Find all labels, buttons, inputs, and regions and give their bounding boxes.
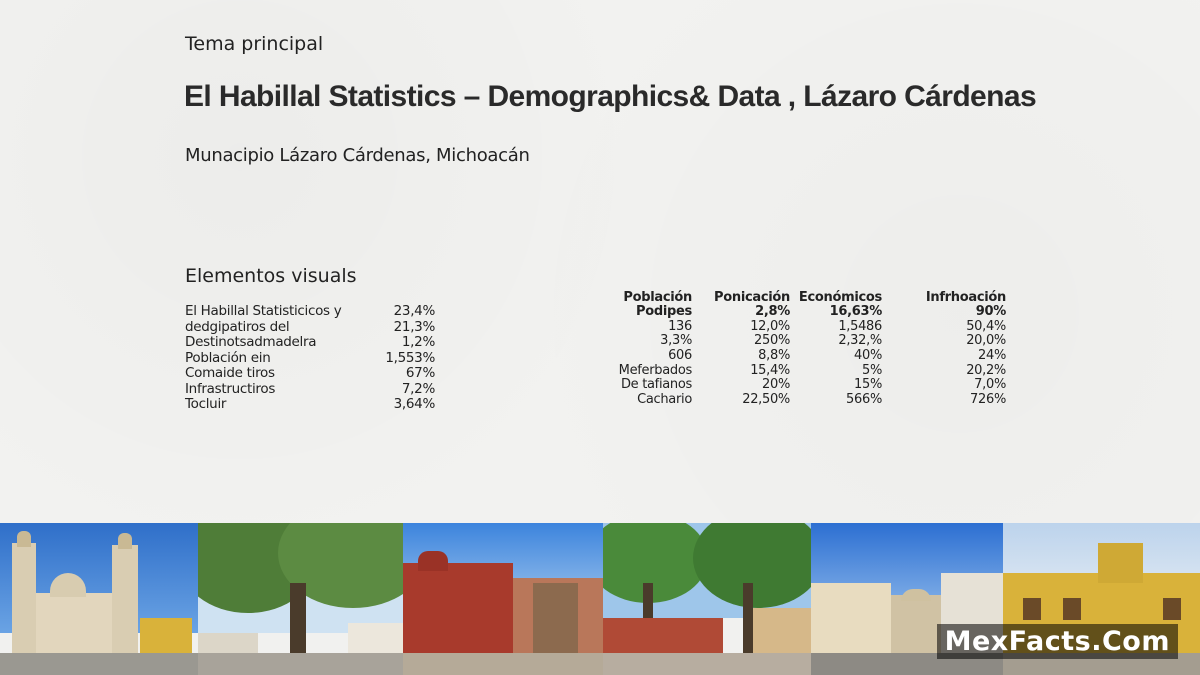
list-item-value: 1,553% [385,349,435,366]
table-cell: Podipes [636,304,692,319]
table-cell: 15% [854,377,882,393]
list-item [185,335,435,351]
list-item-value: 1,2% [401,334,435,350]
tree-street-photo [603,523,811,675]
table-cell: 8,8% [758,348,790,364]
photo-strip [0,523,1200,675]
page-title: El Habillal Statistics – Demographics& Data , Lázaro Cárdenas [184,80,1037,113]
list-item [185,397,435,413]
table-row [600,349,1010,364]
table-cell: 20,0% [966,333,1006,349]
list-item [185,366,435,382]
table-cell: 90% [975,304,1006,319]
table-cell: Cachario [637,392,692,408]
list-item-value: 3,64% [393,396,435,412]
table-row [600,364,1010,379]
tree-plaza-photo [198,523,403,675]
table-cell: 50,4% [966,318,1006,334]
kicker-text: Tema principal [185,33,324,55]
stats-table [600,290,1010,408]
list-item-label: Población ein [185,349,271,366]
list-item-label: Tocluir [185,396,227,412]
table-cell: Meferbados [618,362,692,378]
table-cell: De tafianos [620,377,692,393]
table-cell: 2,32,% [838,333,882,349]
table-header-row [600,290,1010,305]
table-cell: 250% [754,333,790,349]
page-subtitle: Munacipio Lázaro Cárdenas, Michoacán [185,145,530,166]
table-cell: 12,0% [750,318,790,334]
list-item-label: Infrastructiros [185,380,276,397]
list-item-label: Comaide tiros [185,365,275,381]
watermark-logo: MexFacts.Com [937,624,1178,659]
table-cell: 16,63% [829,304,882,319]
list-item-value: 67% [405,365,435,381]
table-header-cell: Infrhoación [925,290,1006,305]
table-cell: 24% [978,348,1006,364]
table-cell: 2,8% [755,304,790,319]
table-cell: 1,5486 [838,318,882,334]
table-row [600,393,1010,408]
table-cell: 15,4% [750,362,790,378]
section-title: Elementos visuals [185,265,357,287]
table-row [600,378,1010,393]
table-header-cell: Población [623,290,692,305]
table-cell: 3,3% [660,333,692,349]
list-item-label: dedgipatiros del [185,318,290,335]
table-cell: 5% [861,362,882,378]
table-header-cell: Ponicación [714,290,790,305]
table-row [600,334,1010,349]
table-cell: 20% [762,377,790,393]
table-cell: 7,0% [974,377,1006,393]
left-stats-list [185,304,435,413]
table-cell: 20,2% [966,362,1006,378]
table-cell: 40% [854,348,882,364]
red-colonial-building-photo [403,523,603,675]
list-item [185,351,435,367]
table-row [600,320,1010,335]
list-item-value: 7,2% [401,380,435,397]
list-item-value: 21,3% [393,318,435,335]
table-cell: 22,50% [742,392,790,408]
table-cell: 136 [668,318,692,334]
list-item [185,320,435,336]
table-row [600,305,1010,320]
list-item-label: Destinotsadmadelra [185,334,317,350]
table-header-cell: Económicos [798,290,882,305]
table-cell: 726% [970,392,1006,408]
list-item [185,382,435,398]
list-item-value: 23,4% [393,303,435,319]
table-cell: 606 [668,348,692,364]
list-item-label: El Habillal Statisticicos y [185,303,342,319]
list-item [185,304,435,320]
cathedral-photo [0,523,198,675]
table-cell: 566% [846,392,882,408]
